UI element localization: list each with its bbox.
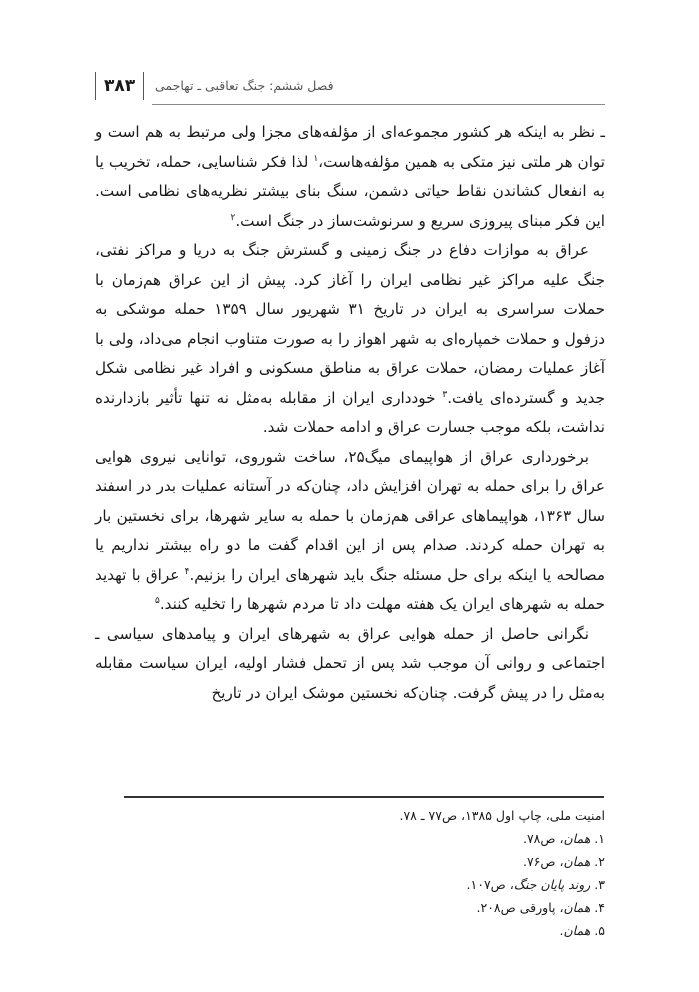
footnote-detail: ، ص۷۸.	[522, 831, 564, 846]
footnote-ref-4[interactable]: ۴	[184, 566, 190, 577]
paragraph-3	[95, 443, 605, 620]
footnote-number: ۱.	[594, 831, 605, 846]
footnotes	[95, 804, 605, 942]
paragraph-4	[95, 620, 605, 709]
running-header	[95, 72, 605, 112]
footnote-source: همان	[563, 900, 591, 915]
footnote-detail: ، ص۱۰۷.	[466, 877, 514, 892]
page-number: ۳۸۳	[104, 76, 136, 96]
page-number-box	[95, 72, 144, 100]
footnote-source: روند پایان جنگ	[513, 877, 591, 892]
footnote-number: ۲.	[594, 854, 605, 869]
footnote-detail: .	[559, 923, 564, 938]
header-rule	[152, 104, 605, 105]
paragraph-text: لذا فکر شناسایی، حمله، تخریب یا به انفعال کشاندن نقاط حیاتی دشمن، سنگ بنای بیشتر نظریه‌های نظامی است. این فکر مبنای پیروزی سریع و سرنوشت‌ساز در جنگ است.	[95, 152, 605, 230]
footnote-detail: ، پاورقی ص۲۰۸.	[476, 900, 564, 915]
footnote-ref-2[interactable]: ۲	[230, 212, 236, 223]
footnote-number: ۵.	[594, 923, 605, 938]
footnote-ref-5[interactable]: ۵	[154, 595, 160, 606]
footnote-4	[95, 896, 605, 919]
main-body-text	[95, 118, 605, 708]
footnote-continued: امنیت ملی، چاپ اول ۱۳۸۵، ص۷۷ ـ ۷۸.	[399, 808, 605, 823]
footnote-source: همان	[563, 831, 591, 846]
paragraph-text: نگرانی حاصل از حمله هوایی عراق به شهرهای ایران و پیامدهای سیاسی ـ اجتماعی و روانی آن موجب شد پس از تحمل فشار اولیه، ایران سیاست مقابله به‌مثل را در پیش گرفت. چنان‌که نخستین موشک ایران در تاریخ	[95, 624, 605, 702]
paragraph-1	[95, 118, 605, 236]
paragraph-text: برخورداری عراق از هواپیمای میگ۲۵، ساخت شوروی، توانایی نیروی هوایی عراق را برای حمله به تهران افزایش داد، چنان‌که در آستانه عملیات بدر در اسفند سال ۱۳۶۳، هواپیماهای عراقی هم‌زمان با حمله به سایر شهرها، برای نخستین بار به تهران حمله کردند. صدام پس از این اقدام گفت ما دو راه بیشتر نداریم یا مصالحه یا اینکه برای حل مسئله جنگ باید شهرهای ایران را بزنیم.	[95, 447, 606, 584]
footnote-1	[95, 827, 605, 850]
paragraph-text: خودداری ایران از مقابله به‌مثل نه تنها تأثیر بازدارنده نداشت، بلکه موجب جسارت عراق و ادامه حملات شد.	[95, 388, 605, 436]
footnote-separator	[124, 796, 604, 798]
footnote-ref-3[interactable]: ۳	[442, 389, 448, 400]
paragraph-text: عراق به موازات دفاع در جنگ زمینی و گسترش جنگ به دریا و مراکز نفتی، جنگ علیه مراکز غیر نظامی ایران را آغاز کرد. پیش از این عراق هم‌زمان با حملات سراسری به ایران در تاریخ ۳۱ شهریور سال ۱۳۵۹ حمله موشکی به دزفول و حملات خمپاره‌ای به شهر اهواز را به صورت متناوب انجام می‌داد، ولی با آغاز عملیات رمضان، حملات عراق به مناطق مسکونی و افراد غیر نظامی شکل جدید و گسترده‌ای یافت.	[95, 241, 606, 407]
paragraph-text: ـ نظر به اینکه هر کشور مجموعه‌ای از مؤلفه‌های مجزا ولی مرتبط به هم است و توان هر ملتی نیز متکی به همین مؤلفه‌هاست،	[95, 123, 605, 171]
footnote-5	[95, 919, 605, 942]
paragraph-text: عراق با تهدید حمله به شهرهای ایران یک هفته مهلت داد تا مردم شهرها را تخلیه کنند.	[95, 565, 605, 613]
footnote-3	[95, 873, 605, 896]
footnote-detail: ، ص۷۶.	[522, 854, 564, 869]
footnote-source: همان	[563, 854, 591, 869]
footnote-source: همان	[563, 923, 591, 938]
footnote-ref-1[interactable]: ۱	[313, 153, 319, 164]
footnote-number: ۳.	[594, 877, 605, 892]
paragraph-2	[95, 236, 605, 443]
footnote-number: ۴.	[594, 900, 605, 915]
footnote-2	[95, 850, 605, 873]
chapter-title: فصل ششم: جنگ تعاقبی ـ تهاجمی	[155, 78, 334, 93]
